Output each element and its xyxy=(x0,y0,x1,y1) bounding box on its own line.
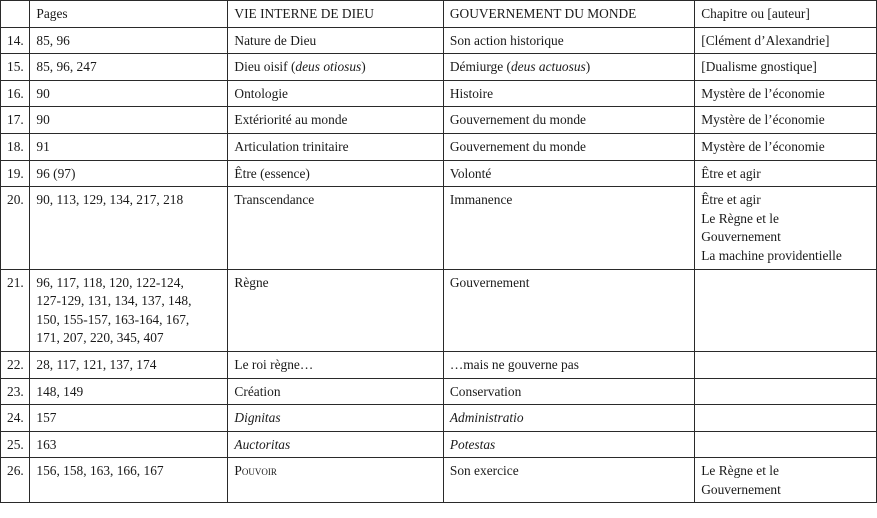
vie-interne-italic: Auctoritas xyxy=(234,436,291,452)
pages-cell xyxy=(30,187,228,269)
vie-interne-text: Articulation trinitaire xyxy=(234,138,349,154)
pages-cell xyxy=(30,405,228,432)
row-number-text: 17. xyxy=(7,112,24,128)
gouvernement-text: …mais ne gouverne pas xyxy=(449,356,579,372)
vie-interne-text: Création xyxy=(234,383,281,399)
vie-interne-text: Être (essence) xyxy=(234,165,310,181)
row-number-text: 23. xyxy=(7,383,24,399)
row-number xyxy=(1,378,30,405)
pages-line: 156, 158, 163, 166, 167 xyxy=(36,463,164,479)
chapitre-line: [Dualisme gnostique] xyxy=(701,59,817,75)
vie-interne-cell xyxy=(228,54,443,81)
pages-line: 148, 149 xyxy=(36,383,84,399)
header-vie-interne: VIE INTERNE DE DIEU xyxy=(228,1,443,28)
vie-interne-text: Nature de Dieu xyxy=(234,32,317,48)
row-number xyxy=(1,80,30,107)
vie-interne-cell xyxy=(228,133,443,160)
gouvernement-cell xyxy=(443,80,694,107)
gouvernement-text: Conservation xyxy=(449,383,522,399)
gouvernement-cell xyxy=(443,405,694,432)
chapitre-cell xyxy=(695,405,877,432)
gouvernement-text: Gouvernement du monde xyxy=(449,138,586,154)
vie-interne-text: Le roi règne… xyxy=(234,356,314,372)
row-number-text: 19. xyxy=(7,165,24,181)
table-row xyxy=(1,351,877,378)
row-number xyxy=(1,107,30,134)
gouvernement-cell xyxy=(443,54,694,81)
row-number-text: 26. xyxy=(7,463,24,479)
row-number-text: 15. xyxy=(7,59,24,75)
pages-cell xyxy=(30,27,228,54)
vie-interne-text: Extériorité au monde xyxy=(234,112,348,128)
row-number xyxy=(1,269,30,351)
table-row xyxy=(1,80,877,107)
gouvernement-cell xyxy=(443,160,694,187)
row-number xyxy=(1,133,30,160)
gouvernement-text: Gouvernement du monde xyxy=(449,112,586,128)
pages-cell xyxy=(30,107,228,134)
header-num xyxy=(1,1,30,28)
gouvernement-cell xyxy=(443,187,694,269)
vie-interne-italic: Dignitas xyxy=(234,410,281,426)
pages-line: 91 xyxy=(36,138,50,154)
gouvernement-cell xyxy=(443,107,694,134)
gouvernement-cell xyxy=(443,27,694,54)
table-body xyxy=(1,27,877,503)
gouvernement-italic: Potestas xyxy=(449,436,496,452)
vie-interne-cell xyxy=(228,187,443,269)
header-pages: Pages xyxy=(30,1,228,28)
table-row xyxy=(1,160,877,187)
row-number-text: 24. xyxy=(7,410,24,426)
header-row xyxy=(1,1,877,28)
pages-line: 171, 207, 220, 345, 407 xyxy=(36,330,164,346)
vie-interne-cell xyxy=(228,269,443,351)
table-row xyxy=(1,133,877,160)
pages-line: 150, 155-157, 163-164, 167, xyxy=(36,311,190,327)
chapitre-cell xyxy=(695,27,877,54)
gouvernement-text: Immanence xyxy=(449,192,513,208)
table-row xyxy=(1,27,877,54)
vie-interne-text: Transcendance xyxy=(234,192,315,208)
row-number xyxy=(1,54,30,81)
row-number xyxy=(1,458,30,503)
row-number-text: 20. xyxy=(7,192,24,208)
chapitre-line: Mystère de l’économie xyxy=(701,138,825,154)
gouvernement-italic: deus actuosus xyxy=(510,59,586,75)
gouvernement-text: Volonté xyxy=(449,165,492,181)
pages-cell xyxy=(30,431,228,458)
chapitre-line: [Clément d’Alexandrie] xyxy=(701,32,830,48)
vie-interne-cell xyxy=(228,107,443,134)
row-number xyxy=(1,405,30,432)
vie-interne-text: Dieu oisif ( xyxy=(234,59,296,75)
chapitre-cell xyxy=(695,458,877,503)
gouvernement-text: Son action historique xyxy=(449,32,564,48)
gouvernement-cell xyxy=(443,431,694,458)
pages-cell xyxy=(30,133,228,160)
chapitre-line: Le Règne et le xyxy=(701,463,779,479)
pages-line: 85, 96, 247 xyxy=(36,59,97,75)
pages-line: 90 xyxy=(36,112,50,128)
chapitre-cell xyxy=(695,269,877,351)
gouvernement-text: Histoire xyxy=(449,85,494,101)
chapitre-line: Gouvernement xyxy=(701,481,781,497)
chapitre-cell xyxy=(695,160,877,187)
chapitre-cell xyxy=(695,107,877,134)
row-number-text: 22. xyxy=(7,356,24,372)
table-row xyxy=(1,54,877,81)
pages-cell xyxy=(30,269,228,351)
pages-line: 157 xyxy=(36,410,57,426)
chapitre-line: Gouvernement xyxy=(701,229,781,245)
vie-interne-italic: deus otiosus xyxy=(295,59,362,75)
vie-interne-cell xyxy=(228,431,443,458)
chapitre-cell xyxy=(695,133,877,160)
row-number xyxy=(1,351,30,378)
pages-line: 96 (97) xyxy=(36,165,76,181)
table-row xyxy=(1,107,877,134)
vie-interne-smallcaps: Pouvoir xyxy=(234,463,277,479)
row-number-text: 14. xyxy=(7,32,24,48)
vie-interne-cell xyxy=(228,27,443,54)
gouvernement-cell xyxy=(443,458,694,503)
pages-line: 127-129, 131, 134, 137, 148, xyxy=(36,293,192,309)
row-number xyxy=(1,431,30,458)
chapitre-cell xyxy=(695,378,877,405)
pages-line: 90 xyxy=(36,85,50,101)
chapitre-line: Mystère de l’économie xyxy=(701,85,825,101)
table-row xyxy=(1,269,877,351)
pages-cell xyxy=(30,351,228,378)
pages-cell xyxy=(30,160,228,187)
gouvernement-text-end: ) xyxy=(585,59,591,75)
chapitre-line: La machine providentielle xyxy=(701,247,842,263)
gouvernement-cell xyxy=(443,133,694,160)
table-row xyxy=(1,405,877,432)
vie-interne-cell xyxy=(228,378,443,405)
vie-interne-text: Ontologie xyxy=(234,85,288,101)
row-number-text: 16. xyxy=(7,85,24,101)
row-number-text: 21. xyxy=(7,274,24,290)
gouvernement-cell xyxy=(443,378,694,405)
table-row xyxy=(1,378,877,405)
gouvernement-italic: Administratio xyxy=(449,410,524,426)
pages-cell xyxy=(30,378,228,405)
chapitre-line: Mystère de l’économie xyxy=(701,112,825,128)
gouvernement-cell xyxy=(443,351,694,378)
pages-line: 28, 117, 121, 137, 174 xyxy=(36,356,157,372)
row-number xyxy=(1,27,30,54)
vie-interne-text-end: ) xyxy=(361,59,366,75)
row-number xyxy=(1,187,30,269)
pages-line: 163 xyxy=(36,436,57,452)
chapitre-cell xyxy=(695,80,877,107)
header-gouvernement: GOUVERNEMENT DU MONDE xyxy=(443,1,694,28)
row-number xyxy=(1,160,30,187)
gouvernement-text: Son exercice xyxy=(449,463,519,479)
row-number-text: 18. xyxy=(7,138,24,154)
pages-line: 96, 117, 118, 120, 122-124, xyxy=(36,274,184,290)
pages-line: 90, 113, 129, 134, 217, 218 xyxy=(36,192,184,208)
vie-interne-cell xyxy=(228,160,443,187)
vie-interne-cell xyxy=(228,80,443,107)
pages-line: 85, 96 xyxy=(36,32,70,48)
chapitre-cell xyxy=(695,187,877,269)
chapitre-cell xyxy=(695,431,877,458)
chapitre-line: Être et agir xyxy=(701,192,761,208)
chapitre-line: Le Règne et le xyxy=(701,210,779,226)
vie-interne-text: Règne xyxy=(234,274,269,290)
row-number-text: 25. xyxy=(7,436,24,452)
gouvernement-text: Démiurge ( xyxy=(449,59,511,75)
vie-interne-cell xyxy=(228,405,443,432)
gouvernement-cell xyxy=(443,269,694,351)
table-row xyxy=(1,458,877,503)
vie-interne-cell xyxy=(228,458,443,503)
chapitre-line: Être et agir xyxy=(701,165,761,181)
table-row xyxy=(1,431,877,458)
pages-cell xyxy=(30,458,228,503)
pages-cell xyxy=(30,80,228,107)
pages-cell xyxy=(30,54,228,81)
chapitre-cell xyxy=(695,351,877,378)
chapitre-cell xyxy=(695,54,877,81)
vie-interne-cell xyxy=(228,351,443,378)
gouvernement-text: Gouvernement xyxy=(449,274,530,290)
table-row xyxy=(1,187,877,269)
header-chapitre: Chapitre ou [auteur] xyxy=(695,1,877,28)
